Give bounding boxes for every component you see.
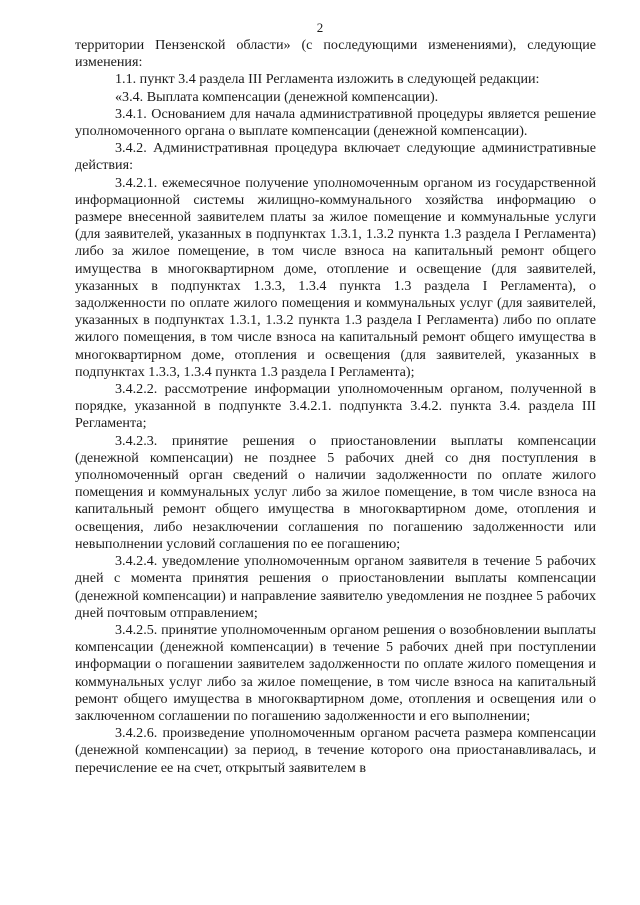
paragraph: 3.4.1. Основанием для начала административной процедуры является решение уполномоченного органа о выплате компенсации (денежной компенсации). — [75, 105, 596, 140]
paragraph: 3.4.2. Административная процедура включает следующие административные действия: — [75, 140, 596, 174]
paragraph: 3.4.2.1. ежемесячное получение уполномоченным органом из государственной информационной системы жилищно-коммунального хозяйства информацию о размере внесенной заявителем платы за жилое помещение и коммунальные услуги (для заявителей, указанных в подпунктах 1.3.1, 1.3.2 пункта 1.3 раздела I Регламента) либо за жилое помещение, в том числе взноса на капитальный ремонт общего имущества в многоквартирном доме, отопление и освещение (для заявителей, указанных в подпунктах 1.3.3, 1.3.4 пункта 1.3 раздела I Регламента), о задолженности по оплате жилого помещения и коммунальных услуг (для заявителей, указанных в подпунктах 1.3.1, 1.3.2 пункта 1.3 раздела I Регламента) либо по оплате жилого помещения, в том числе взноса на капитальный ремонт общего имущества в многоквартирном доме, отопления и освещения (для заявителей, указанных в подпунктах 1.3.3, 1.3.4 пункта 1.3 раздела I Регламента); — [75, 174, 596, 380]
paragraph: 3.4.2.5. принятие уполномоченным органом решения о возобновлении выплаты компенсации (денежной компенсации) в течение 5 рабочих дней при поступлении информации о погашении заявителем задолженности по оплате жилого помещения и коммунальных услуг либо за жилое помещение, в том числе взноса на капитальный ремонт общего имущества в многоквартирном доме, отопления и освещения или о заключенном соглашении по погашению задолженности и его выполнении; — [75, 621, 596, 724]
paragraph: 3.4.2.6. произведение уполномоченным органом расчета размера компенсации (денежной компенсации) за период, в течение которого она приостанавливалась, и перечисление ее на счет, открытый заявителем в — [75, 725, 596, 776]
paragraph: 3.4.2.2. рассмотрение информации уполномоченным органом, полученной в порядке, указанной в подпункте 3.4.2.1. подпункта 3.4.2. пункта 3.4. раздела III Регламента; — [75, 381, 596, 432]
paragraph: «3.4. Выплата компенсации (денежной компенсации). — [115, 88, 439, 105]
paragraph: 3.4.2.4. уведомление уполномоченным органом заявителя в течение 5 рабочих дней с момента принятия решения о приостановлении выплаты компенсации (денежной компенсации) и направление заявителю уведомления не позднее 5 рабочих дней почтовым отправлением; — [75, 553, 596, 621]
paragraph: 1.1. пункт 3.4 раздела III Регламента изложить в следующей редакции: — [115, 71, 540, 88]
document-body — [75, 37, 596, 777]
paragraph: территории Пензенской области» (с последующими изменениями), следующие изменения: — [75, 37, 596, 71]
page-number: 2 — [316, 20, 324, 35]
paragraph: 3.4.2.3. принятие решения о приостановлении выплаты компенсации (денежной компенсации) не позднее 5 рабочих дней со дня поступления в уполномоченный орган сведений о наличии задолженности по оплате жилого помещения и коммунальных услуг либо за жилое помещение, в том числе взноса на капитальный ремонт общего имущества в многоквартирном доме, отопления и освещения, либо незаключении соглашения по погашению задолженности или невыполнении условий соглашения по ее погашению; — [75, 432, 596, 552]
